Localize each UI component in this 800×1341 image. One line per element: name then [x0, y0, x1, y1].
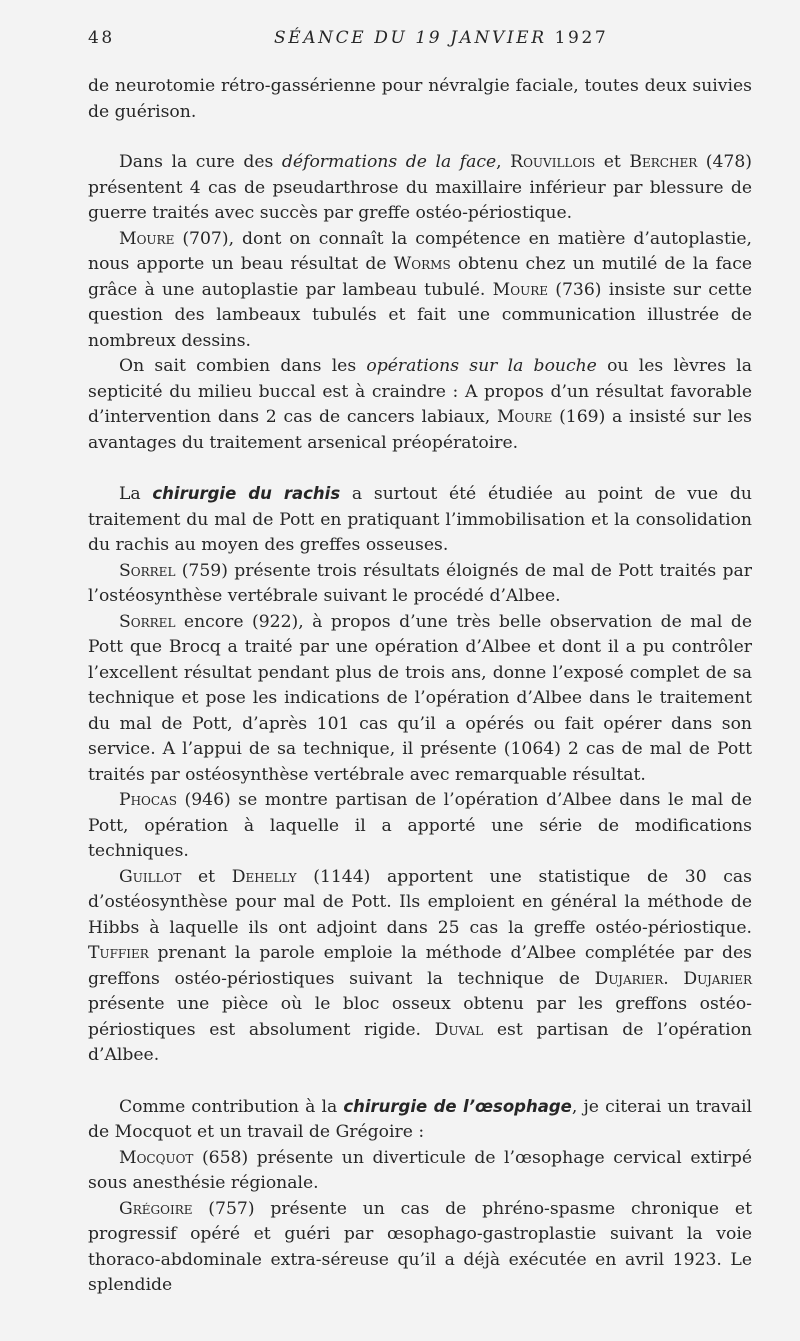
author-name: Duval	[434, 1019, 484, 1040]
emphasis-text: chirurgie du rachis	[152, 484, 341, 503]
author-name: Tuffier	[88, 943, 149, 963]
text-run: Dans la cure des	[119, 152, 282, 172]
text-run: est partisan de l’opération d’Albee.	[88, 1019, 752, 1065]
body-text	[88, 74, 752, 1299]
text-run: encore (922), à propos d’une très belle observation de mal de Pott que Brocq a traité par une opération d’Albee et dont il a pu contrôler l’excellent résultat pendant plus de trois ans, donne l’exposé complet de sa technique et pose les indications de l’opération d’Albee dans le traitement du mal de Pott, d’après 101 cas qu’il a opérés ou fait opérer dans son service. A l’appui de sa technique, il présente (1064) 2 cas de mal de Pott traités par ostéosynthèse vertébrale avec remarquable résultat.	[88, 611, 752, 785]
text-run: présente une pièce où le bloc osseux obtenu par les greffons ostéo-périostiques est absolument rigide.	[88, 994, 752, 1040]
text-run: (658) présente un diverticule de l’œsophage cervical extirpé sous anesthésie régionale.	[88, 1147, 752, 1193]
author-name: Guillot	[119, 866, 182, 887]
text-run: ou les lèvres la septicité du milieu buccal est à craindre : A propos d’un résultat favorable d’intervention dans 2 cas de cancers labiaux,	[88, 356, 753, 427]
paragraph	[88, 74, 752, 125]
paragraph	[88, 865, 752, 1069]
text-run: prenant la parole emploie la méthode d’Albee complétée par des greffons ostéo-périostiques suivant la technique de	[88, 943, 752, 989]
text-run: (757) présente un cas de phréno-spasme chronique et progressif opéré et guéri par œsophago-gastroplastie suivant la voie thoraco-abdominale extra-séreuse qu’il a déjà exécutée en avril 1923. Le splendide	[88, 1198, 752, 1295]
paragraph	[88, 1197, 752, 1299]
author-name: Moure	[492, 279, 548, 300]
emphasis-text: opérations sur la bouche	[366, 356, 597, 376]
paragraph	[88, 354, 752, 456]
text-run: et	[595, 152, 630, 172]
text-run: .	[663, 968, 684, 989]
author-name: Moure	[119, 228, 175, 249]
author-name: Worms	[393, 254, 451, 274]
paragraph	[88, 559, 752, 610]
text-run: (169) a insisté sur les avantages du traitement arsenical préopératoire.	[88, 407, 752, 453]
text-run: a surtout été étudiée au point de vue du traitement du mal de Pott en pratiquant l’immobilisation et la consolidation du rachis au moyen des greffes osseuses.	[88, 484, 752, 555]
text-run: (736) insiste sur cette question des lambeaux tubulés et fait une communication illustrée de nombreux dessins.	[88, 279, 752, 351]
text-run: (759) présente trois résultats éloignés de mal de Pott traités par l’ostéosynthèse vertébrale suivant le procédé d’Albee.	[88, 560, 752, 606]
author-name: Sorrel	[119, 560, 176, 581]
paragraph	[88, 1094, 752, 1146]
text-run: (707), dont on connaît la compétence en matière d’autoplastie, nous apporte un beau résultat de	[88, 228, 752, 274]
paragraph	[88, 1146, 752, 1197]
text-run: La	[119, 484, 153, 504]
emphasis-text: chirurgie de l’œsophage	[343, 1096, 572, 1116]
text-run: , je citerai un travail de Mocquot et un travail de Grégoire :	[88, 1096, 752, 1142]
text-run: obtenu chez un mutilé de la face grâce à une autoplastie par lambeau tubulé.	[88, 254, 753, 300]
paragraph	[88, 610, 752, 789]
running-title	[274, 28, 608, 48]
text-run: et	[181, 866, 232, 887]
paragraph	[88, 227, 752, 355]
text-run: (1144) apportent une statistique de 30 cas d’ostéosynthèse pour mal de Pott. Ils emploient en général la méthode de Hibbs à laquelle ils ont adjoint dans 25 cas la greffe ostéo-périostique.	[88, 866, 752, 938]
paragraph	[88, 481, 752, 559]
author-name: Dujarier	[594, 968, 664, 989]
author-name: Mocquot	[119, 1147, 194, 1168]
paragraph	[88, 788, 752, 865]
author-name: Rouvillois	[510, 152, 596, 172]
author-name: Grégoire	[119, 1198, 193, 1219]
author-name: Dujarier	[683, 968, 752, 989]
author-name: Dehelly	[231, 866, 297, 887]
emphasis-text: déformations de la face	[281, 152, 497, 172]
running-title-text: SÉANCE DU 19 JANVIER	[274, 28, 547, 48]
page-number: 48	[88, 28, 115, 48]
author-name: Bercher	[629, 152, 698, 172]
paragraph	[88, 150, 752, 227]
running-title-year: 1927	[554, 28, 609, 48]
author-name: Sorrel	[119, 611, 176, 632]
text-run: Comme contribution à la	[119, 1096, 344, 1117]
text-run: de neurotomie rétro-gassérienne pour névralgie faciale, toutes deux suivies de guérison.	[88, 76, 752, 122]
author-name: Phocas	[119, 790, 177, 810]
running-header	[88, 28, 750, 52]
text-run: (478) présentent 4 cas de pseudarthrose du maxillaire inférieur par blessure de guerre traités avec succès par greffe ostéo-périostique.	[88, 152, 753, 223]
text-run: (946) se montre partisan de l’opération d’Albee dans le mal de Pott, opération à laquelle il a apporté une série de modifications techniques.	[88, 790, 752, 861]
author-name: Moure	[496, 407, 553, 427]
text-run: On sait combien dans les	[119, 356, 367, 376]
text-run: ,	[496, 152, 511, 172]
